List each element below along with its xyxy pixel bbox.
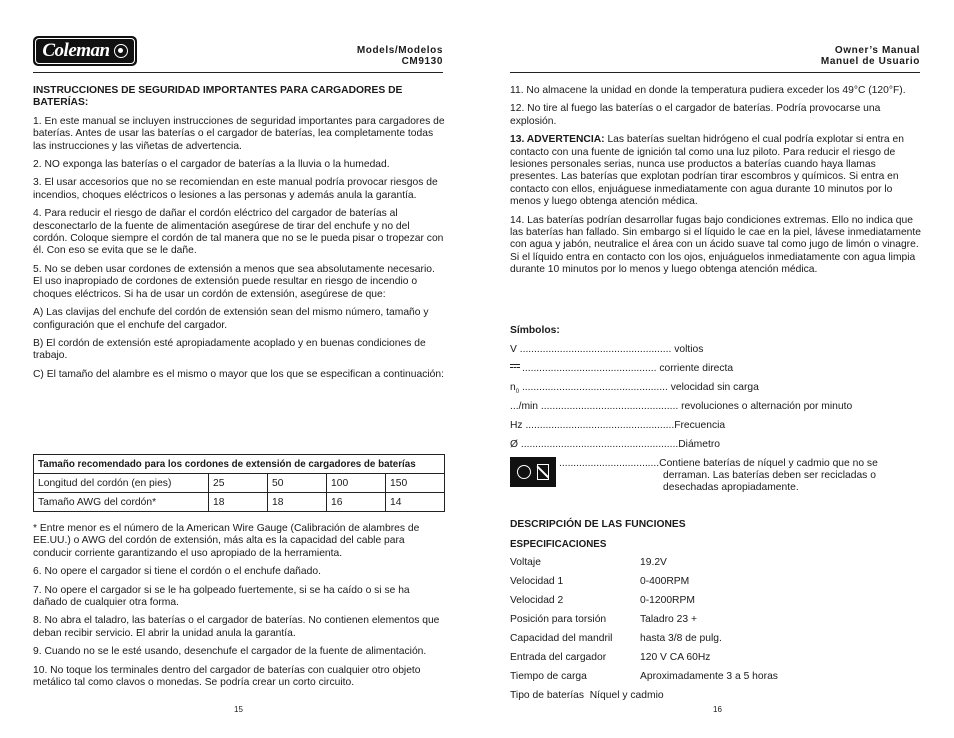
header-divider (510, 72, 920, 73)
spec-key: Capacidad del mandril (510, 633, 613, 644)
brand-name: Coleman (42, 40, 110, 61)
extension-cord-table (33, 454, 445, 512)
spec-value: 0-400RPM (640, 576, 690, 587)
instruction-6: 6. No opere el cargador si tiene el cordón o el enchufe dañado. (33, 566, 321, 578)
symbol-dc (510, 363, 733, 375)
table-cell: 25 (209, 474, 268, 493)
battery-recycle-icon (510, 457, 556, 487)
instruction-5a: A) Las clavijas del enchufe del cordón de extensión sean del mismo número, tamaño y configuración que el enchufe del cargador. (33, 307, 429, 331)
warning-label: 13. ADVERTENCIA: (510, 134, 605, 146)
row-label: Longitud del cordón (en pies) (34, 474, 209, 493)
spec-value: Aproximadamente 3 a 5 horas (640, 671, 778, 682)
instruction-3: 3. El usar accesorios que no se recomiendan en este manual podría provocar riesgos de incendios, choques eléctricos o lesiones a las personas y además anula la garantía. (33, 177, 438, 201)
recycle-icon (517, 465, 531, 479)
instruction-11: 11. No almacene la unidad en donde la temperatura pudiera exceder los 49°C (120°F). (510, 85, 906, 96)
n-subscript: 0 (515, 389, 520, 396)
table-cell: 16 (327, 493, 386, 512)
symbol-battery-line3: desechadas apropiadamente. (663, 482, 799, 493)
instruction-5b: B) El cordón de extensión esté apropiadamente acoplado y en buenas condiciones de trabajo. (33, 337, 426, 362)
symbol-frequency: Hz ....................................................Frecuencia (510, 420, 726, 431)
functions-title: DESCRIPCIÓN DE LAS FUNCIONES (510, 519, 686, 530)
table-cell: 18 (268, 493, 327, 512)
instruction-1: 1. En este manual se incluyen instrucciones de seguridad importantes para cargadores de baterías. Antes de usar las baterías o el cargador de baterías, lea completamente todas las instrucciones y las viñetas de advertencia. (33, 115, 445, 152)
spec-key: Velocidad 1 (510, 576, 564, 587)
instruction-5: 5. No se deben usar cordones de extensión a menos que sea absolutamente necesario. El uso inapropiado de cordones de extensión puede resultar en riesgo de incendio o choques eléctricos. Si ha de usar un cordón de extensión, asegúrese de que: (33, 263, 435, 300)
table-cell: 50 (268, 474, 327, 493)
dc-current-icon (510, 363, 520, 371)
instruction-5c: C) El tamaño del alambre es el mismo o mayor que los que se especifican a continuación: (33, 368, 444, 380)
symbol-no-load-speed (510, 382, 759, 398)
n-symbol: n (510, 382, 516, 393)
model-number: CM9130 (401, 56, 443, 67)
manual-header (821, 45, 920, 67)
spec-key: Tiempo de carga (510, 671, 587, 682)
page-number: 16 (713, 705, 722, 714)
symbol-dc-text: ............................................... corriente directa (522, 363, 734, 374)
crossed-bin-icon (537, 464, 549, 480)
instruction-10: 10. No toque los terminales dentro del cargador de baterías con cualquier otro objeto metálico tal como clavos o monedas. Se podría crear un corto circuito. (33, 664, 421, 689)
table-row (34, 493, 445, 512)
models-header (357, 45, 443, 67)
header-divider (33, 72, 443, 73)
table-cell: 100 (327, 474, 386, 493)
spec-key: Voltaje (510, 557, 541, 568)
spec-value: Taladro 23 + (640, 614, 697, 625)
table-cell: 150 (386, 474, 445, 493)
spec-value: 0-1200RPM (640, 595, 695, 606)
instruction-9: 9. Cuando no se le esté usando, desenchufe el cargador de la fuente de alimentación. (33, 646, 427, 658)
symbol-n0-text: ................................................... velocidad sin carga (519, 382, 759, 393)
safety-instructions (33, 85, 445, 387)
instruction-4: 4. Para reducir el riesgo de dañar el cordón eléctrico del cargador de baterías al desconectarlo de la fuente de alimentación asegúrese de tirar del enchufe y no del cordón. Coloque siempre el cordón de tal manera que no se le pueda pisar o tropezar con él. Con eso se evita que se le dañe. (33, 208, 444, 257)
battery-type-text: Tipo de baterías Níquel y cadmio (510, 690, 664, 701)
manuel-usuario-label: Manuel de Usuario (820, 56, 920, 67)
owners-manual-label: Owner’s Manual (834, 45, 920, 56)
table-header-row (34, 455, 445, 474)
specs-title: ESPECIFICACIONES (510, 539, 607, 550)
warning-text: Las baterías sueltan hidrógeno el cual podría explotar si entra en contacto con una fuente de ignición tal como una luz piloto. Para reducir el riesgo de lesiones personales serias, nunca use productos a baterías cuando haya llamas presentes. Las baterías que explotan podrían tirar escombros y químicos. Si entra en contacto con ellos, enjuáguese inmediatamente con agua durante 10 minutos por lo menos y luego obtenga atención médica. (510, 134, 904, 208)
table-cell: 18 (209, 493, 268, 512)
spec-key: Velocidad 2 (510, 595, 564, 606)
symbols-title: Símbolos: (510, 325, 560, 336)
symbol-per-minute: .../min ................................................ revoluciones o alternación por minuto (510, 401, 853, 412)
spec-value: 120 V CA 60Hz (640, 652, 711, 663)
lantern-emblem-icon (114, 44, 128, 58)
table-heading: Tamaño recomendado para los cordones de extensión de cargadores de baterías (34, 455, 445, 474)
symbol-battery-line2: derraman. Las baterías deben ser recicladas o (663, 470, 876, 481)
models-label: Models/Modelos (356, 45, 443, 56)
table-row (34, 474, 445, 493)
safety-instructions-cont (510, 85, 922, 283)
instruction-8: 8. No abra el taladro, las baterías o el cargador de baterías. No contienen elementos que deban recibir servicio. El abrir la unidad anula la garantía. (33, 615, 440, 639)
row-label: Tamaño AWG del cordón* (34, 493, 209, 512)
spec-value: 19.2V (640, 557, 667, 568)
spec-key: Posición para torsión (510, 614, 607, 625)
coleman-logo (33, 36, 137, 66)
instruction-2: 2. NO exponga las baterías o el cargador de baterías a la lluvia o la humedad. (33, 159, 390, 171)
instruction-7: 7. No opere el cargador si se le ha golpeado fuertemente, si se ha caído o si se ha dañado de cualquier otra forma. (33, 584, 410, 609)
symbol-volts: V ..................................................... voltios (510, 344, 704, 355)
spec-value: hasta 3/8 de pulg. (640, 633, 722, 644)
footnotes (33, 523, 445, 695)
awg-footnote: * Entre menor es el número de la American Wire Gauge (Calibración de alambres de EE.UU.) o AWG del cordón de extensión, más alta es la capacidad del cable para conducir corriente garantizando el uso apropiado de la herramienta. (33, 523, 420, 559)
section-title: INSTRUCCIONES DE SEGURIDAD IMPORTANTES PARA CARGADORES DE BATERÍAS: (33, 85, 403, 109)
spec-key: Entrada del cargador (510, 652, 607, 663)
instruction-13 (510, 134, 922, 208)
instruction-14: 14. Las baterías podrían desarrollar fugas bajo condiciones extremas. Ello no indica que las baterías han fallado. Sin embargo si el líquido le cae en la piel, lávese inmediatamente con agua y jabón, neutralice el área con un ácido suave tal como jugo de limón o vinagre. Si el líquido entra en contacto con los ojos, enjuáguelos inmediatamente con agua limpia durante 10 minutos por lo menos y luego obtenga atención médica. (510, 214, 921, 276)
symbol-diameter: Ø .......................................................Diámetro (510, 439, 720, 450)
instruction-12: 12. No tire al fuego las baterías o el cargador de baterías. Podría provocarse una explosión. (510, 103, 881, 127)
symbol-battery-line1: ...................................Contiene baterías de níquel y cadmio que no se (559, 458, 878, 469)
table-cell: 14 (386, 493, 445, 512)
right-page (477, 0, 954, 738)
page-number: 15 (234, 705, 243, 714)
